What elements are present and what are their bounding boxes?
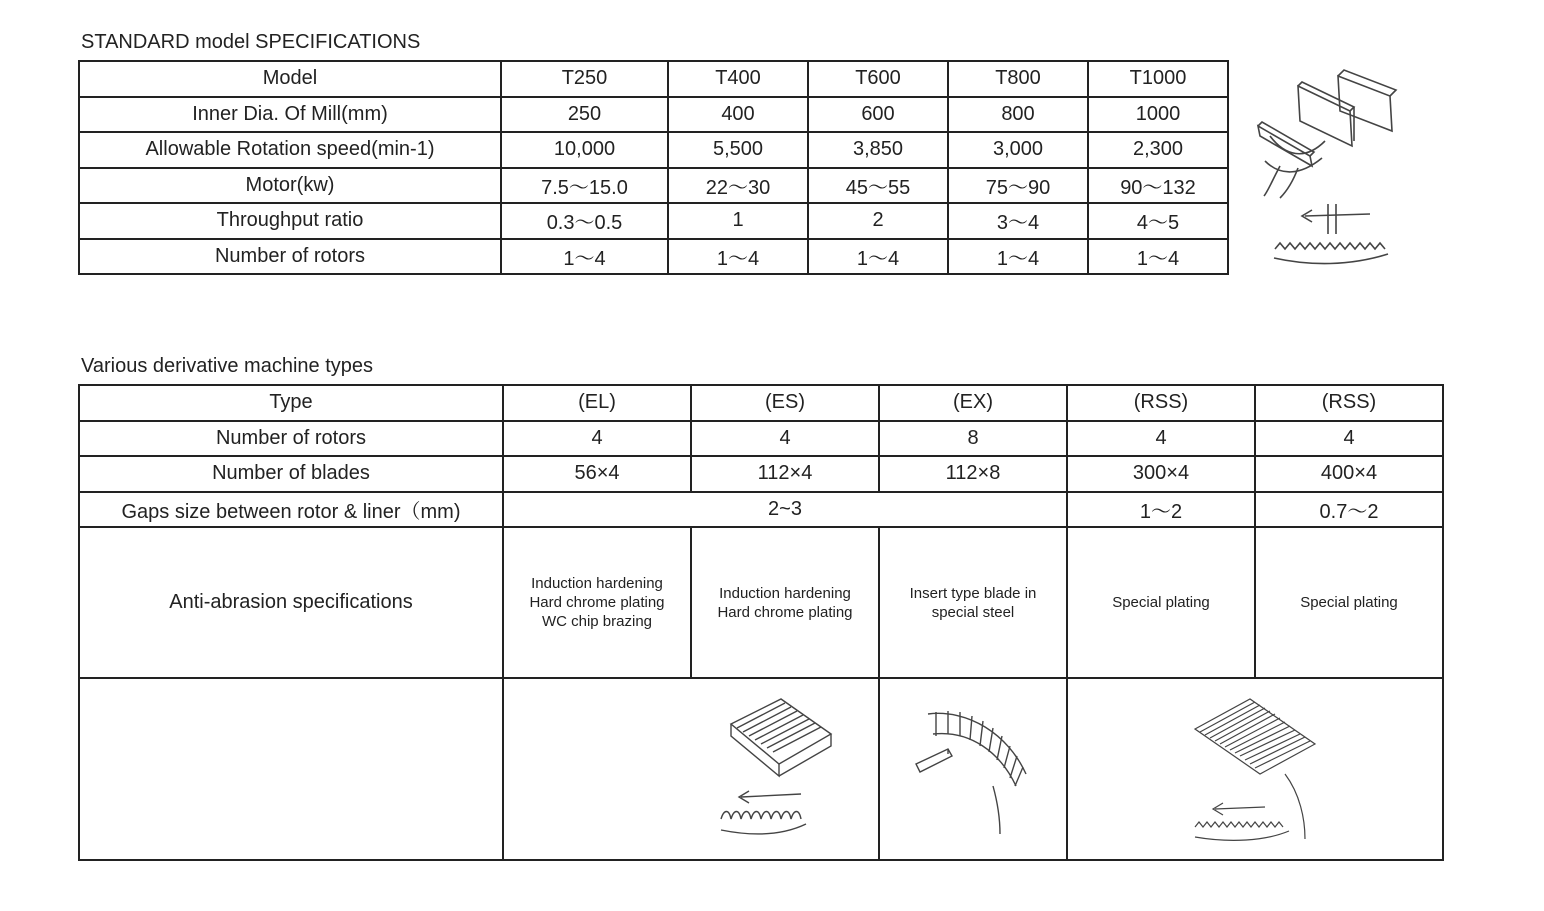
cell: 3～4 (948, 203, 1088, 239)
derivative-types-table (78, 384, 1444, 861)
cell: 8 (879, 421, 1067, 457)
standard-specs-caption: STANDARD model SPECIFICATIONS (81, 31, 421, 53)
cell: 250 (501, 97, 668, 133)
cell: 75～90 (948, 168, 1088, 204)
cell: T600 (808, 61, 948, 97)
abrasion-line: Induction hardening (531, 575, 663, 592)
row-label: Throughput ratio (79, 203, 501, 239)
table-row (79, 61, 1228, 97)
fine-grooved-liner-illustration-icon (1155, 689, 1355, 849)
cell: 56×4 (503, 456, 691, 492)
row-label: Number of rotors (79, 421, 503, 457)
empty-cell (79, 678, 503, 860)
cell: 10,000 (501, 132, 668, 168)
table-row (79, 97, 1228, 133)
row-label: Type (79, 385, 503, 421)
cell: 4 (503, 421, 691, 457)
cell: 1～4 (1088, 239, 1228, 275)
cell: T1000 (1088, 61, 1228, 97)
table-row (79, 492, 1443, 528)
cell: 4 (1067, 421, 1255, 457)
illustration-cell (879, 678, 1067, 860)
grooved-liner-illustration-icon (681, 694, 879, 844)
abrasion-line: Hard chrome plating (529, 594, 665, 611)
table-row (79, 456, 1443, 492)
table-row (79, 421, 1443, 457)
row-label: Allowable Rotation speed(min-1) (79, 132, 501, 168)
cell: 1～4 (668, 239, 808, 275)
cell: 1 (668, 203, 808, 239)
cell (691, 527, 879, 678)
abrasion-line: Insert type blade in (909, 584, 1037, 602)
cell: T800 (948, 61, 1088, 97)
table-row (79, 239, 1228, 275)
cell: 3,000 (948, 132, 1088, 168)
cell: (RSS) (1255, 385, 1443, 421)
row-label: Anti-abrasion specifications (79, 527, 503, 678)
cell: 1～4 (808, 239, 948, 275)
row-label: Number of rotors (79, 239, 501, 275)
cell: (ES) (691, 385, 879, 421)
standard-specs-table (78, 60, 1229, 275)
cell: 4～5 (1088, 203, 1228, 239)
table-row (79, 203, 1228, 239)
abrasion-line: Special plating (1300, 594, 1398, 611)
cell: 112×8 (879, 456, 1067, 492)
cell: (RSS) (1067, 385, 1255, 421)
cell: 600 (808, 97, 948, 133)
cell: 2~3 (503, 492, 1067, 528)
cell: 2,300 (1088, 132, 1228, 168)
abrasion-line: WC chip brazing (541, 613, 653, 630)
cell: 400×4 (1255, 456, 1443, 492)
abrasion-line: Induction hardening (719, 584, 851, 602)
row-label: Gaps size between rotor & liner（mm) (79, 492, 503, 528)
cell: (EL) (503, 385, 691, 421)
cell (503, 527, 691, 678)
cell: 300×4 (1067, 456, 1255, 492)
illustration-cell (503, 678, 879, 860)
row-label: Number of blades (79, 456, 503, 492)
cell (879, 527, 1067, 678)
cell: 2 (808, 203, 948, 239)
abrasion-line: Special plating (1112, 594, 1210, 611)
cell: 5,500 (668, 132, 808, 168)
cell: T400 (668, 61, 808, 97)
table-row (79, 168, 1228, 204)
cell: T250 (501, 61, 668, 97)
cell: (EX) (879, 385, 1067, 421)
cell: 90～132 (1088, 168, 1228, 204)
cell: 400 (668, 97, 808, 133)
cell: 1～4 (501, 239, 668, 275)
table-row (79, 527, 1443, 678)
insert-blade-liner-illustration-icon (908, 694, 1038, 844)
cell: 4 (691, 421, 879, 457)
cell: 22～30 (668, 168, 808, 204)
abrasion-line: Hard chrome plating (717, 603, 853, 621)
rotor-blade-illustration-icon (1250, 66, 1410, 266)
row-label: Motor(kw) (79, 168, 501, 204)
cell: 3,850 (808, 132, 948, 168)
illustration-cell (1067, 678, 1443, 860)
cell: 0.7～2 (1255, 492, 1443, 528)
cell: 1～4 (948, 239, 1088, 275)
cell (1067, 527, 1255, 678)
table-row (79, 132, 1228, 168)
cell (1255, 527, 1443, 678)
table-row (79, 385, 1443, 421)
cell: 4 (1255, 421, 1443, 457)
row-label: Model (79, 61, 501, 97)
derivative-types-caption: Various derivative machine types (81, 355, 373, 377)
cell: 1000 (1088, 97, 1228, 133)
cell: 0.3～0.5 (501, 203, 668, 239)
table-row (79, 678, 1443, 860)
cell: 112×4 (691, 456, 879, 492)
cell: 1～2 (1067, 492, 1255, 528)
abrasion-line: special steel (931, 603, 1015, 621)
cell: 45～55 (808, 168, 948, 204)
cell: 7.5～15.0 (501, 168, 668, 204)
row-label: Inner Dia. Of Mill(mm) (79, 97, 501, 133)
cell: 800 (948, 97, 1088, 133)
